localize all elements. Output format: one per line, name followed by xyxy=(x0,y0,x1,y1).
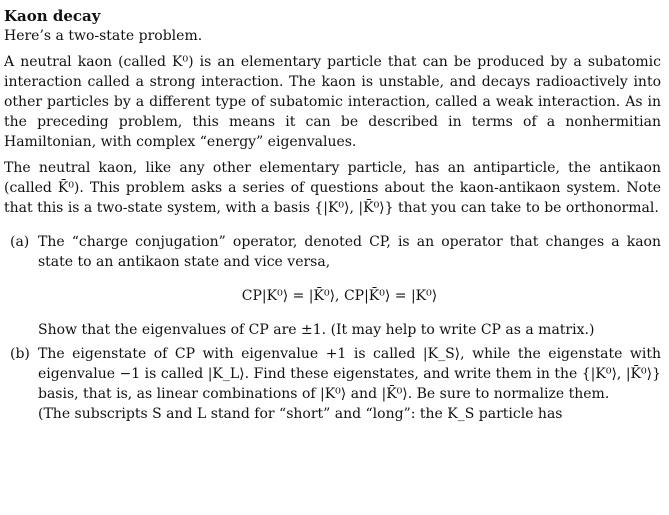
part-b-note: (The subscripts S and L stand for “short” and “long”: the K_S particle has xyxy=(38,406,563,422)
part-a-text: The “charge conjugation” operator, denoted CP, is an operator that changes a kaon state to an antikaon state and vice versa, xyxy=(38,234,661,270)
part-b-text: The eigenstate of CP with eigenvalue +1 is called |K_S⟩, while the eigenstate with eigenvalue −1 is called |K_L⟩. Find these eigenstates, and write them in the {|K⁰⟩, |K̄⁰⟩} basis, that is, as linear combinations of |K⁰⟩ and |K̄⁰⟩. Be sure to normalize them. xyxy=(38,346,661,402)
part-a xyxy=(4,232,661,340)
problem-parts xyxy=(4,232,661,424)
problem-title: Kaon decay xyxy=(4,7,101,25)
part-a-equation: CP|K⁰⟩ = |K̄⁰⟩, CP|K̄⁰⟩ = |K⁰⟩ xyxy=(241,288,438,304)
part-a-label: (a) xyxy=(10,234,30,250)
paragraph-antikaon-description: The neutral kaon, like any other elementary particle, has an antiparticle, the antikaon (called K̄⁰). This problem asks a series of questions about the kaon-antikaon system. Note that this is a two-state system, with a basis {|K⁰⟩, |K̄⁰⟩} that you can take to be orthonormal. xyxy=(4,160,661,216)
part-b xyxy=(4,344,661,424)
intro-text: Here’s a two-state problem. xyxy=(4,28,203,44)
part-b-label: (b) xyxy=(10,346,30,362)
paragraph-kaon-description: A neutral kaon (called K⁰) is an elementary particle that can be produced by a subatomic interaction called a strong interaction. The kaon is unstable, and decays radioactively into other particles by a different type of subatomic interaction, called a weak interaction. As in the preceding problem, this means it can be described in terms of a nonhermitian Hamiltonian, with complex “energy” eigenvalues. xyxy=(4,54,661,150)
part-a-followup: Show that the eigenvalues of CP are ±1. (It may help to write CP as a matrix.) xyxy=(38,322,595,338)
